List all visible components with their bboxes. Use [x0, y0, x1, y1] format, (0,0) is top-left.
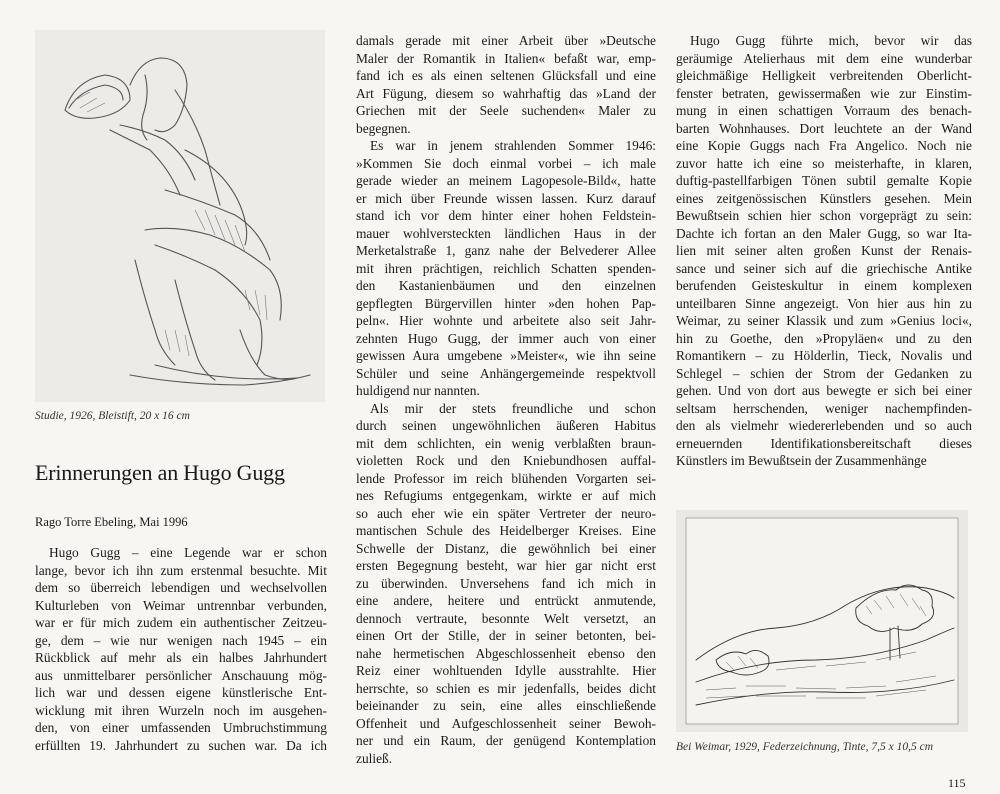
text-line: geräumige Atelierhaus mit dem eine wunderbar	[676, 50, 972, 66]
text-line: stand ich vor dem hinter einer hohen Feldstein-	[356, 208, 656, 223]
text-line: einen Ort der Stille, der in seiner betonten, bei-	[356, 628, 656, 643]
text-line: Es war in jenem strahlenden Sommer 1946:	[370, 138, 656, 153]
text-line: Offenheit und Aufgeschlossenheit seiner Bewoh-	[356, 715, 656, 731]
article-title: Erinnerungen an Hugo Gugg	[35, 460, 285, 485]
text-line: Künstlers im Bewußtsein der Zusammenhänge	[676, 453, 927, 468]
text-line: Dachte ich fortan an den Maler Gugg, so war Ita-	[676, 225, 972, 241]
landscape-sketch	[676, 510, 968, 732]
text-line: Art Fügung, diesem so wahrhaftig das »Land der	[356, 85, 656, 101]
text-line: mantischen Schule des Heidelberger Kreises. Eine	[356, 523, 656, 538]
text-line: Hugo Gugg – eine Legende war er schon	[49, 545, 327, 560]
text-line: mung in einen schattigen Vorraum des benach-	[676, 103, 972, 118]
text-line: eine Kopie Guggs nach Fra Angelico. Noch nie	[676, 138, 972, 153]
text-line: dem so überreich lebendigen und wechselvollen	[35, 580, 327, 595]
text-line: Merketalstraße 1, ganz nahe der Belvederer Allee	[356, 243, 656, 258]
text-line: so auch eher wie ein später Vertreter der neuro-	[356, 505, 656, 521]
text-line: damals gerade mit einer Arbeit über »Deutsche	[356, 33, 656, 48]
text-line: mit ihren prächtigen, reichlich Schatten spenden-	[356, 260, 656, 276]
figure-caption-left: Studie, 1926, Bleistift, 20 x 16 cm	[35, 410, 190, 422]
text-line: Griechen mit der Seele suchenden« Maler zu	[356, 103, 656, 118]
text-line: »Kommen Sie doch einmal vorbei – ich male	[356, 155, 656, 171]
text-column-2	[356, 32, 656, 767]
text-line: eines zeitgenössischen Künstlers gesehen. Mein	[676, 190, 972, 206]
text-line: berufenden Geisteskultur in einem komplexen	[676, 278, 972, 293]
text-line: Als mir der stets freundliche und schon	[370, 400, 656, 416]
text-line: zu überwinden. Unversehens fand ich mich in	[356, 575, 656, 591]
text-line: Weimar, zu seiner Klassik und zum »Genius loci«,	[676, 313, 972, 328]
figure-landscape-drawing	[676, 510, 968, 732]
text-line: lende Professor im reich blühenden Vorgarten sei-	[356, 470, 656, 486]
text-line: begegnen.	[356, 120, 411, 136]
text-line: fand ich es als einen seltenen Glücksfall und eine	[356, 68, 656, 83]
text-line: den Kastanienbäumen und den einzelnen	[356, 278, 656, 293]
text-line: dennoch vertraute, besonnte Welt versetzt, an	[356, 610, 656, 626]
text-column-1	[35, 544, 327, 754]
text-line: lien mit seiner alten großen Kunst der Renais-	[676, 243, 972, 258]
text-line: Hugo Gugg führte mich, bevor wir das	[690, 33, 972, 48]
text-line: seltsam herrschenden, weniger nachempfinden-	[676, 400, 972, 416]
figure-caption-right: Bei Weimar, 1929, Federzeichnung, Tinte, 7,5 x 10,5 cm	[676, 741, 934, 753]
text-line: nes Refugiums entgegenkam, wirkte er auf mich	[356, 488, 656, 503]
text-line: wicklung mit ihren Wurzeln noch im ausgehen-	[35, 702, 327, 718]
text-line: peln«. Hier wohnte und arbeitete also seit Jahr-	[356, 313, 656, 328]
text-line: gerade wieder an meinem Lagopesole-Bild«, hatte	[356, 173, 656, 188]
text-line: mit dem schlichten, ein wenig verblaßten braun-	[356, 435, 656, 451]
text-line: ersten Begegnung besteht, war hier gar nicht erst	[356, 558, 656, 573]
page-number: 115	[948, 776, 966, 790]
text-line: den, von einer umfassenden Umbruchstimmung	[35, 720, 327, 735]
text-line: den als vielmehr wiedererlebenden und so auch	[676, 418, 972, 433]
text-line: zuvor hatte ich eine so meisterhafte, in klaren,	[676, 155, 972, 171]
text-line: hin zu Goethe, den »Propyläen« und zu den	[676, 330, 972, 346]
text-line: Rückblick auf mehr als ein halbes Jahrhundert	[35, 650, 327, 665]
text-line: eine andere, heitere und entrückt anmutende,	[356, 593, 656, 608]
text-line: mauer wohlversteckten ländlichen Haus in der	[356, 225, 656, 241]
text-line: lange, bevor ich ihn zum erstenmal besuchte. Mit	[35, 562, 327, 578]
text-line: unteilbaren Sinne angezeigt. Von hier aus hin zu	[676, 295, 972, 311]
text-line: duftig-pastellfarbigen Tönen subtil gemalte Kopie	[676, 173, 972, 188]
text-line: Kulturleben von Weimar untrennbar verbunden,	[35, 597, 327, 613]
text-line: durch seinen ungewöhnlichen äußeren Habitus	[356, 418, 656, 433]
text-line: gleichmäßige Helligkeit verbreitenden Oberlicht-	[676, 68, 972, 83]
figure-study-drawing	[35, 30, 325, 402]
text-line: Romantikern – zu Hölderlin, Tieck, Novalis und	[676, 348, 972, 363]
text-line: Reiz einer wohltuenden Idylle ausstrahlte. Hier	[356, 663, 656, 678]
text-line: Maler der Romantik in Italien« befaßt war, emp-	[356, 50, 656, 66]
text-line: gehen. Und von dort aus bewegte er sich bei einer	[676, 383, 972, 398]
text-line: lich war und dessen eigene künstlerische Ent-	[35, 685, 327, 700]
text-line: huldigend nur nannten.	[356, 383, 480, 398]
text-column-3	[676, 32, 972, 470]
seated-figure-sketch	[35, 30, 325, 402]
text-line: zehnten Hugo Gugg, der immer auch von einer	[356, 330, 656, 346]
text-line: er mich über Freunde wissen lassen. Kurz darauf	[356, 190, 656, 206]
text-line: gewissen Aura umgebene »Meister«, wie ihn seine	[356, 348, 656, 363]
text-line: zuließ.	[356, 750, 393, 766]
text-line: erfüllten 19. Jahrhundert zu suchen war. Da ich	[35, 737, 327, 753]
text-line: Bewußtsein schien hier schon vorgeprägt zu sein:	[676, 208, 972, 223]
text-line: ge, dem – wie nur wenigen nach 1945 – ein	[35, 632, 327, 648]
text-line: fenster betraten, gewissermaßen wie zur Einstim-	[676, 85, 972, 101]
text-line: erneuernden Identifikationsbereitschaft dieses	[676, 435, 972, 451]
text-line: barten Wohnhauses. Dort leuchtete an der Wand	[676, 120, 972, 136]
text-line: violetten Rock und den Kniebundhosen auffal-	[356, 453, 656, 468]
text-line: beieinander zu sein, eine alles einschließende	[356, 698, 656, 713]
text-line: aus unmittelbarer persönlicher Anschauung mög-	[35, 667, 327, 683]
text-line: gepflegten Bürgervillen hinter »den hohen Pap-	[356, 295, 656, 311]
text-line: Schüler und seine Anhängergemeinde respektvoll	[356, 365, 656, 381]
text-line: Schlegel – schien der Strom der Gedanken zu	[676, 365, 972, 381]
text-line: ner und ein Raum, der genügend Kontemplation	[356, 733, 656, 748]
text-line: herrschte, so schien es mir jedenfalls, beides dicht	[356, 680, 656, 696]
text-line: war er für mich zudem ein authentischer Zeitzeu-	[35, 615, 327, 630]
text-line: sance und seiner sich auf die griechische Antike	[676, 260, 972, 276]
article-byline: Rago Torre Ebeling, Mai 1996	[35, 515, 188, 529]
text-line: nahe hermetischen Abgeschlossenheit ebenso den	[356, 645, 656, 661]
text-line: Schwelle der Distanz, die gewöhnlich bei einer	[356, 540, 656, 556]
